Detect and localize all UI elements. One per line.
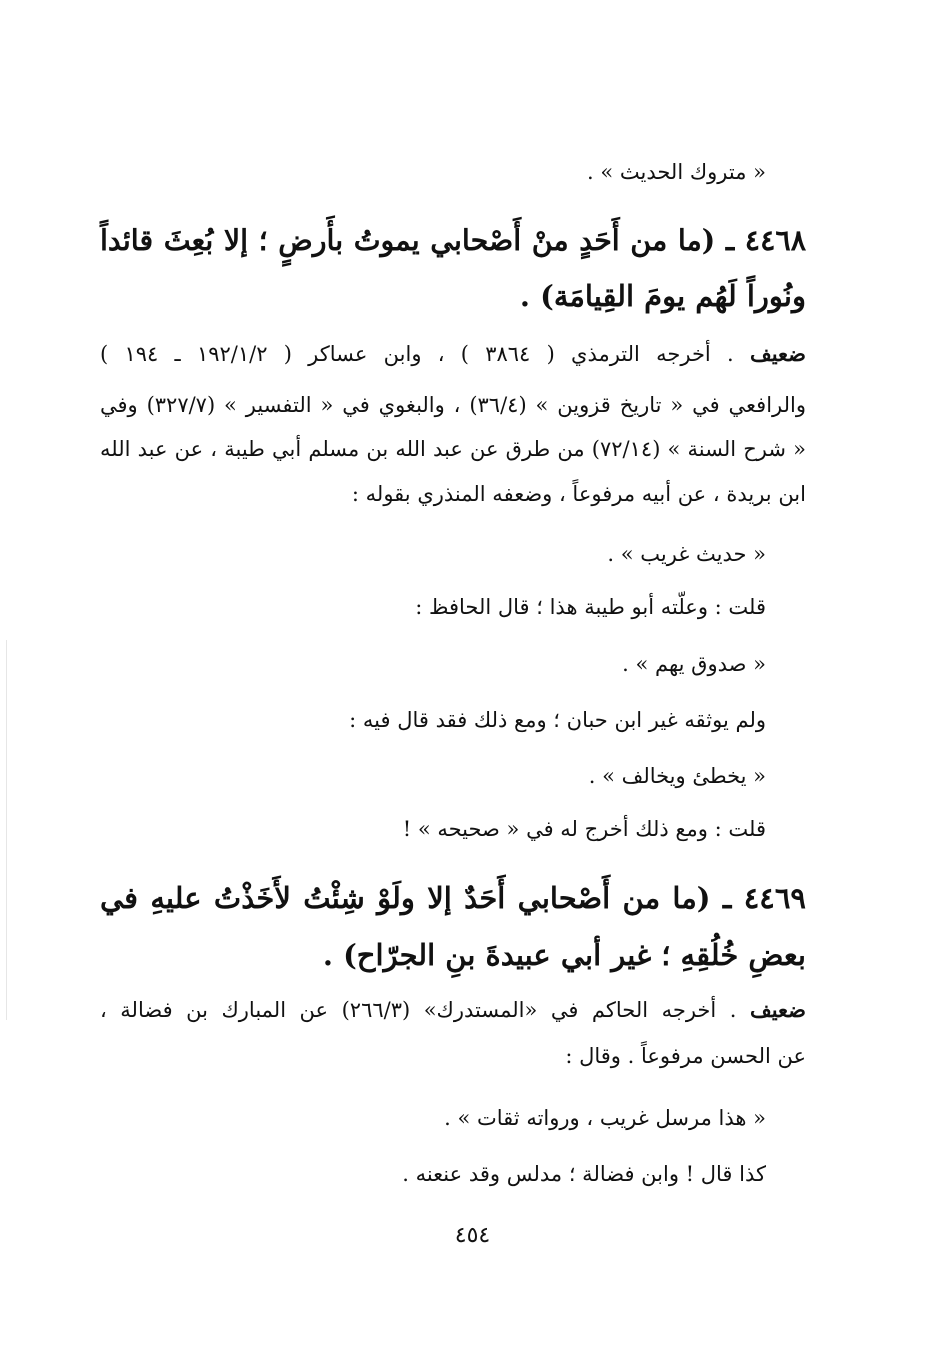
text-line: ولم يوثقه غير ابن حبان ؛ ومع ذلك فقد قال فيه : [349,708,766,732]
text-span: . أخرجه الترمذي ( ٣٨٦٤ ) ، وابن عساكر ( ١٩٢/١/٢ ـ ١٩٤ ) [100,342,750,366]
hadith-heading-4468-cont: ونُوراً لَهُم يومَ القِيامَة) . [519,279,806,313]
scan-edge-line [6,640,7,1020]
quote-line: « هذا مرسل غريب ، ورواته ثقات » . [444,1106,766,1130]
text-line [100,340,806,368]
hadith-heading-4468: ٤٤٦٨ ـ (ما من أَحَدٍ منْ أَصْحابي يموتُ بأَرضٍ ؛ إلا بُعِثَ قائداً [100,223,806,257]
text-line [100,996,806,1024]
hadith-heading-4469-cont: بعضِ خُلُقِهِ ؛ غير أبي عبيدةَ بنِ الجرّاح) . [322,938,806,972]
hadith-heading-4469: ٤٤٦٩ ـ (ما من أَصْحابي أَحَدٌ إلا ولَوْ شِئْتُ لأَخَذْتُ عليهِ في [100,881,806,915]
document-page [100,0,806,1353]
grade-label: ضعيف [749,341,806,366]
quote-line: « يخطئ ويخالف » . [588,764,766,788]
text-line: ابن بريدة ، عن أبيه مرفوعاً ، وضعفه المنذري بقوله : [351,482,806,506]
text-line: « متروك الحديث » . [587,160,766,184]
text-line: قلت : وعلّته أبو طيبة هذا ؛ قال الحافظ : [415,595,766,619]
text-span: . أخرجه الحاكم في «المستدرك» (٢٦٦/٣) عن المبارك بن فضالة ، [100,998,750,1022]
text-line: والرافعي في « تاريخ قزوين » (٣٦/٤) ، والبغوي في « التفسير » (٣٢٧/٧) وفي [100,393,806,417]
text-line: عن الحسن مرفوعاً . وقال : [565,1044,806,1068]
text-line: « شرح السنة » (٧٢/١٤) من طرق عن عبد الله بن مسلم أبي طيبة ، عن عبد الله [100,437,806,461]
text-line: قلت : ومع ذلك أخرج له في « صحيحه » ! [402,817,766,841]
text-line: كذا قال ! وابن فضالة ؛ مدلس وقد عنعنه . [402,1162,766,1186]
page-number: ٤٥٤ [454,1223,491,1248]
quote-line: « صدوق يهم » . [622,652,766,676]
grade-label: ضعيف [749,997,806,1022]
quote-line: « حديث غريب » . [607,542,766,566]
